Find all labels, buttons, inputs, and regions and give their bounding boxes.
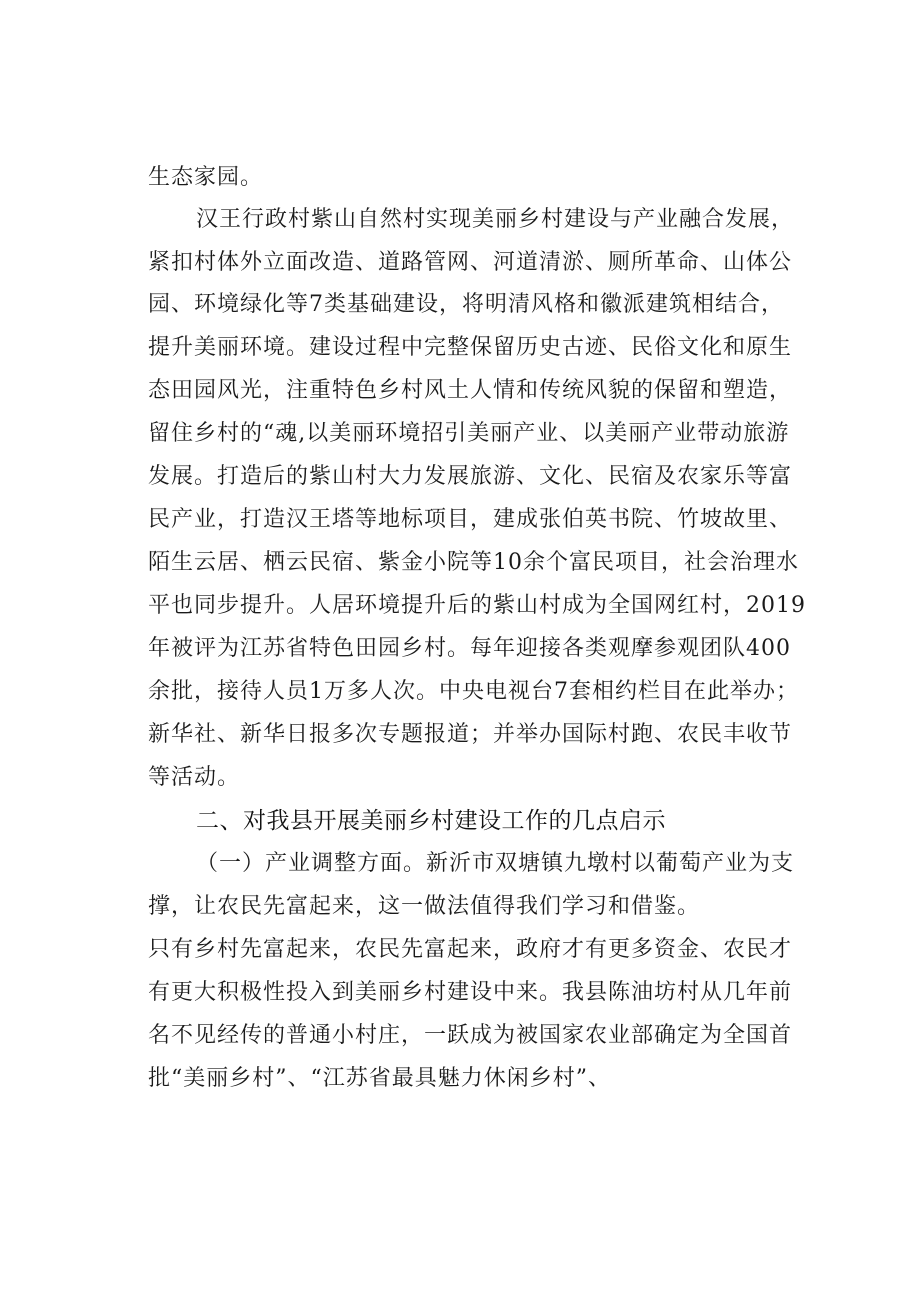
text-line: 陌生云居、栖云民宿、紫金小院等10余个富民项目，社会治理水 (148, 550, 799, 575)
text-line: 发展。打造后的紫山村大力发展旅游、文化、民宿及农家乐等富 (148, 464, 793, 489)
text-line: 民产业，打造汉王塔等地标项目，建成张伯英书院、竹坡故里、 (148, 507, 793, 532)
text-line: 余批，接待人员1万多人次。中央电视台7套相约栏目在此举办； (148, 679, 799, 704)
text-line: 态田园风光，注重特色乡村风土人情和传统风貌的保留和塑造， (148, 378, 793, 403)
text-line: 生态家园。 (148, 165, 264, 190)
text-line: 有更大积极性投入到美丽乡村建设中来。我县陈油坊村从几年前 (148, 980, 793, 1005)
text-line: 批“美丽乡村”、“江苏省最具魅力休闲乡村”、 (148, 1066, 611, 1091)
paragraph-start-line: （一）产业调整方面。新沂市双塘镇九墩村以葡萄产业为支 (196, 851, 795, 876)
text-line: 紧扣村体外立面改造、道路管网、河道清淤、厕所革命、山体公 (148, 250, 793, 275)
text-line: 只有乡村先富起来，农民先富起来，政府才有更多资金、农民才 (148, 937, 793, 962)
paragraph-start-line: 汉王行政村紫山自然村实现美丽乡村建设与产业融合发展， (196, 207, 795, 232)
text-line: 园、环境绿化等7类基础建设，将明清风格和徽派建筑相结合， (148, 292, 784, 317)
text-line: 等活动。 (148, 765, 241, 790)
text-line: 平也同步提升。人居环境提升后的紫山村成为全国网红村，2019 (148, 593, 806, 618)
text-line: 撑，让农民先富起来，这一做法值得我们学习和借鉴。 (148, 894, 701, 919)
section-heading: 二、对我县开展美丽乡村建设工作的几点启示 (196, 808, 666, 834)
text-line: 新华社、新华日报多次专题报道；并举办国际村跑、农民丰收节 (148, 722, 793, 747)
text-line: 年被评为江苏省特色田园乡村。每年迎接各类观摩参观团队400 (148, 636, 791, 661)
text-line: 留住乡村的“魂,以美丽环境招引美丽产业、以美丽产业带动旅游 (148, 421, 790, 446)
text-line: 名不见经传的普通小村庄，一跃成为被国家农业部确定为全国首 (148, 1023, 793, 1048)
text-line: 提升美丽环境。建设过程中完整保留历史古迹、民俗文化和原生 (148, 335, 793, 360)
